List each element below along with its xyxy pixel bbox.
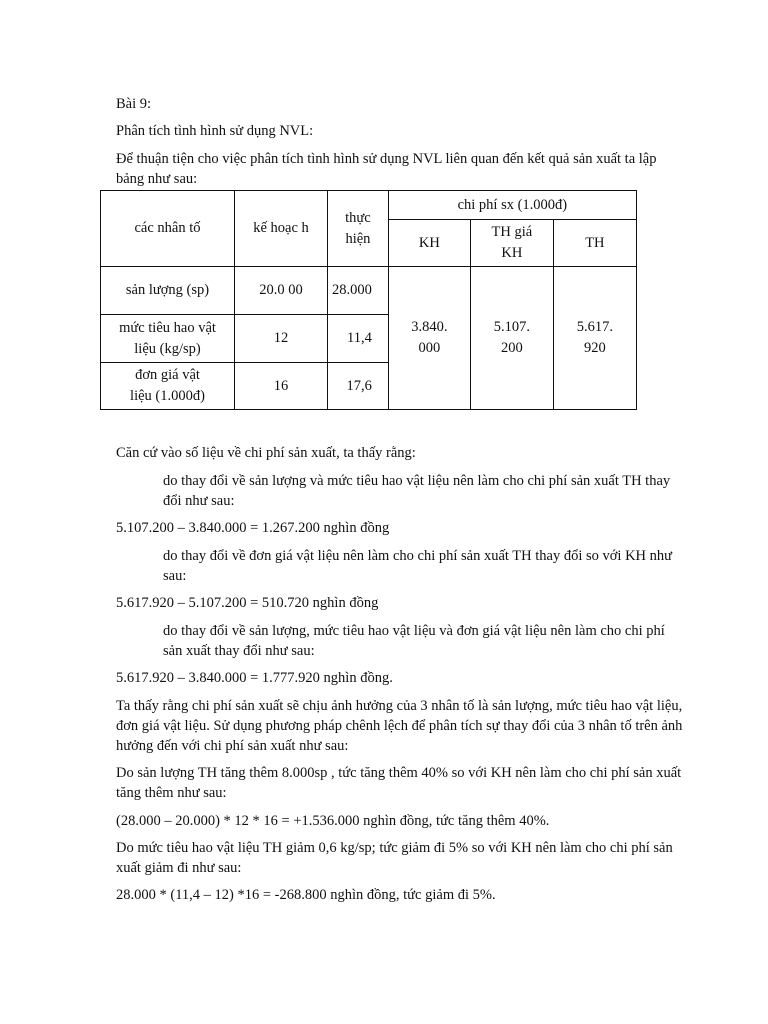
- indented-paragraph: do thay đổi về sản lượng và mức tiêu hao vật liệu nên làm cho chi phí sản xuất TH thay đổi như sau:: [163, 473, 671, 509]
- row-factor: đơn giá vật liệu (1.000đ): [101, 363, 235, 410]
- header-plan: kế hoạc h: [235, 191, 328, 267]
- row-factor: sản lượng (sp): [101, 267, 235, 315]
- row-plan: 12: [235, 315, 328, 363]
- row-actual: 17,6: [328, 363, 389, 410]
- indented-paragraph: do thay đổi về đơn giá vật liệu nên làm cho chi phí sản xuất TH thay đổi so với KH như sau:: [163, 548, 672, 584]
- header-cost-th-gia-kh: TH giá KH: [470, 220, 553, 267]
- header-actual: thực hiện: [328, 191, 389, 267]
- exercise-heading: Bài 9:: [116, 96, 152, 112]
- cost-th-gia-kh-value: 5.107. 200: [470, 267, 553, 410]
- row-plan: 16: [235, 363, 328, 410]
- header-cost-kh: KH: [388, 220, 470, 267]
- row-actual: 11,4: [328, 315, 389, 363]
- calculation-line: 5.107.200 – 3.840.000 = 1.267.200 nghìn đồng: [116, 520, 390, 536]
- body-paragraph: Căn cứ vào số liệu về chi phí sản xuất, ta thấy rằng:: [116, 445, 416, 461]
- header-factor: các nhân tố: [101, 191, 235, 267]
- intro-paragraph: Để thuận tiện cho việc phân tích tình hình sử dụng NVL liên quan đến kết quả sản xuất ta lập bảng như sau:: [116, 151, 657, 187]
- calculation-line: 28.000 * (11,4 – 12) *16 = -268.800 nghìn đồng, tức giảm đi 5%.: [116, 887, 496, 903]
- row-factor: mức tiêu hao vật liệu (kg/sp): [101, 315, 235, 363]
- row-plan: 20.0 00: [235, 267, 328, 315]
- calculation-line: 5.617.920 – 3.840.000 = 1.777.920 nghìn đồng.: [116, 670, 393, 686]
- indented-paragraph: do thay đổi về sản lượng, mức tiêu hao vật liệu và đơn giá vật liệu nên làm cho chi phí sản xuất thay đổi như sau:: [163, 623, 665, 659]
- section-subheading: Phân tích tình hình sử dụng NVL:: [116, 123, 314, 139]
- row-actual: 28.000: [328, 267, 389, 315]
- cost-th-value: 5.617. 920: [553, 267, 636, 410]
- body-paragraph: Ta thấy rằng chi phí sản xuất sẽ chịu ảnh hưởng của 3 nhân tố là sản lượng, mức tiêu hao vật liệu, đơn giá vật liệu. Sử dụng phương pháp chênh lệch để phân tích sự thay đổi của 3 nhân tố trên ảnh hưởng đến với chi phí sản xuất như sau:: [116, 698, 683, 754]
- cost-kh-value: 3.840. 000: [388, 267, 470, 410]
- calculation-line: 5.617.920 – 5.107.200 = 510.720 nghìn đồng: [116, 595, 379, 611]
- header-cost-group: chi phí sx (1.000đ): [388, 191, 636, 220]
- material-cost-table: [100, 190, 637, 410]
- header-cost-th: TH: [553, 220, 636, 267]
- body-paragraph: Do mức tiêu hao vật liệu TH giảm 0,6 kg/sp; tức giảm đi 5% so với KH nên làm cho chi phí sản xuất giảm đi như sau:: [116, 840, 673, 876]
- calculation-line: (28.000 – 20.000) * 12 * 16 = +1.536.000 nghìn đồng, tức tăng thêm 40%.: [116, 813, 550, 829]
- body-paragraph: Do sản lượng TH tăng thêm 8.000sp , tức tăng thêm 40% so với KH nên làm cho chi phí sản xuất tăng thêm như sau:: [116, 765, 682, 801]
